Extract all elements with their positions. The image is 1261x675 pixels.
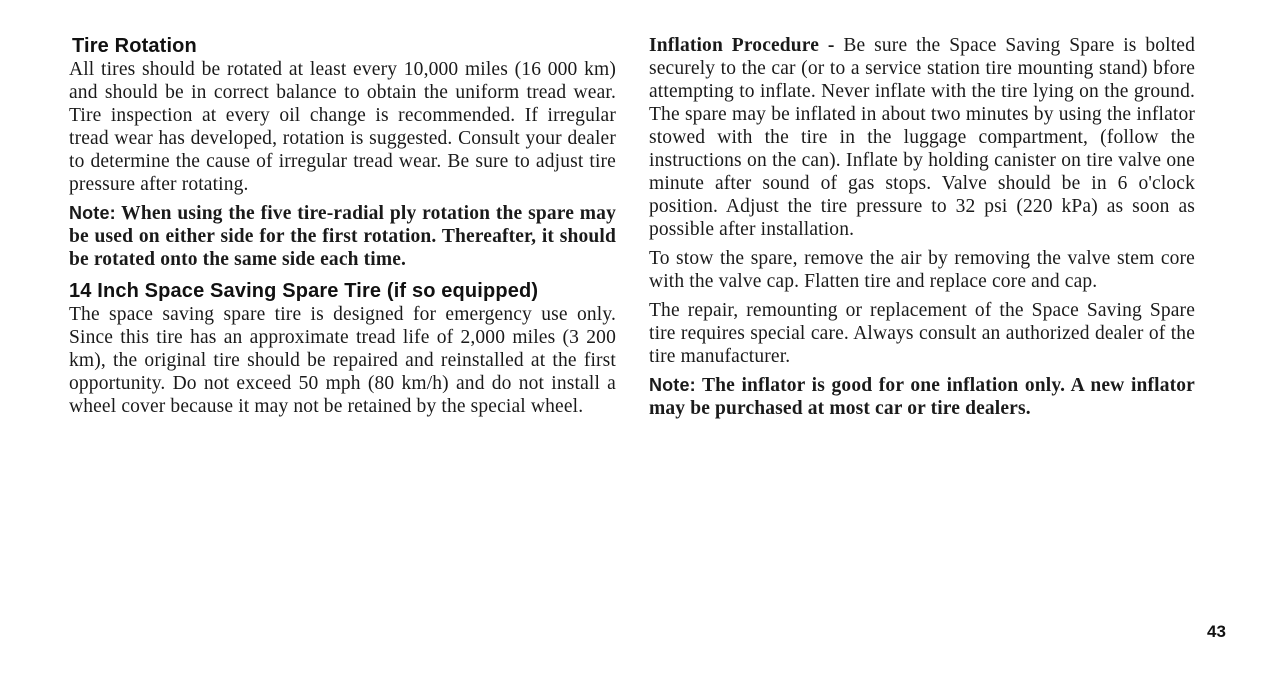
page-number: 43 (1207, 622, 1226, 641)
repair-paragraph: The repair, remounting or replacement of the Space Saving Spare tire requires special care. Always consult an authorized dealer of the tire manufacturer. (649, 300, 1195, 367)
rotation-note-text: When using the five tire-radial ply rotation the spare may be used on either side for the first rotation. Thereafter, it should be rotated onto the same side each time. (69, 203, 616, 270)
tire-rotation-heading: Tire Rotation (72, 35, 197, 57)
inflation-procedure (649, 34, 1195, 241)
rotation-note (69, 202, 616, 271)
note-label: Note: (69, 203, 116, 223)
stow-paragraph: To stow the spare, remove the air by removing the valve stem core with the valve cap. Flatten tire and replace core and cap. (649, 248, 1195, 292)
left-column (69, 34, 616, 418)
inflator-note (649, 374, 1195, 420)
tire-rotation-body: All tires should be rotated at least every 10,000 miles (16 000 km) and should be in correct balance to obtain the uniform tread wear. Tire inspection at every oil change is recommended. If irregular tread wear has developed, rotation is suggested. Consult your dealer to determine the cause of irregular tread wear. Be sure to adjust tire pressure after rotating. (69, 59, 616, 195)
spare-tire-body: The space saving spare tire is designed for emergency use only. Since this tire has an approximate tread life of 2,000 miles (3 200 km), the original tire should be repaired and reinstalled at the first opportunity. Do not exceed 50 mph (80 km/h) and do not install a wheel cover because it may not be retained by the special wheel. (69, 304, 616, 417)
note-label: Note: (649, 375, 696, 395)
inflation-procedure-heading: Inflation Procedure - (649, 35, 835, 56)
spare-tire-heading: 14 Inch Space Saving Spare Tire (if so equipped) (69, 280, 539, 302)
inflator-note-text: The inflator is good for one inflation only. A new inflator may be purchased at most car or tire dealers. (649, 375, 1195, 419)
right-column (649, 34, 1195, 420)
inflation-procedure-body: Be sure the Space Saving Spare is bolted securely to the car (or to a service station tire mounting stand) bfore attempting to inflate. Never inflate with the tire lying on the ground. The spare may be inflated in about two minutes by using the inflator stowed with the tire in the luggage compartment, (follow the instructions on the can). Inflate by holding canister on tire valve one minute after sound of gas stops. Valve should be in 6 o'clock position. Adjust the tire pressure to 32 psi (220 kPa) as soon as possible after installation. (649, 35, 1195, 240)
